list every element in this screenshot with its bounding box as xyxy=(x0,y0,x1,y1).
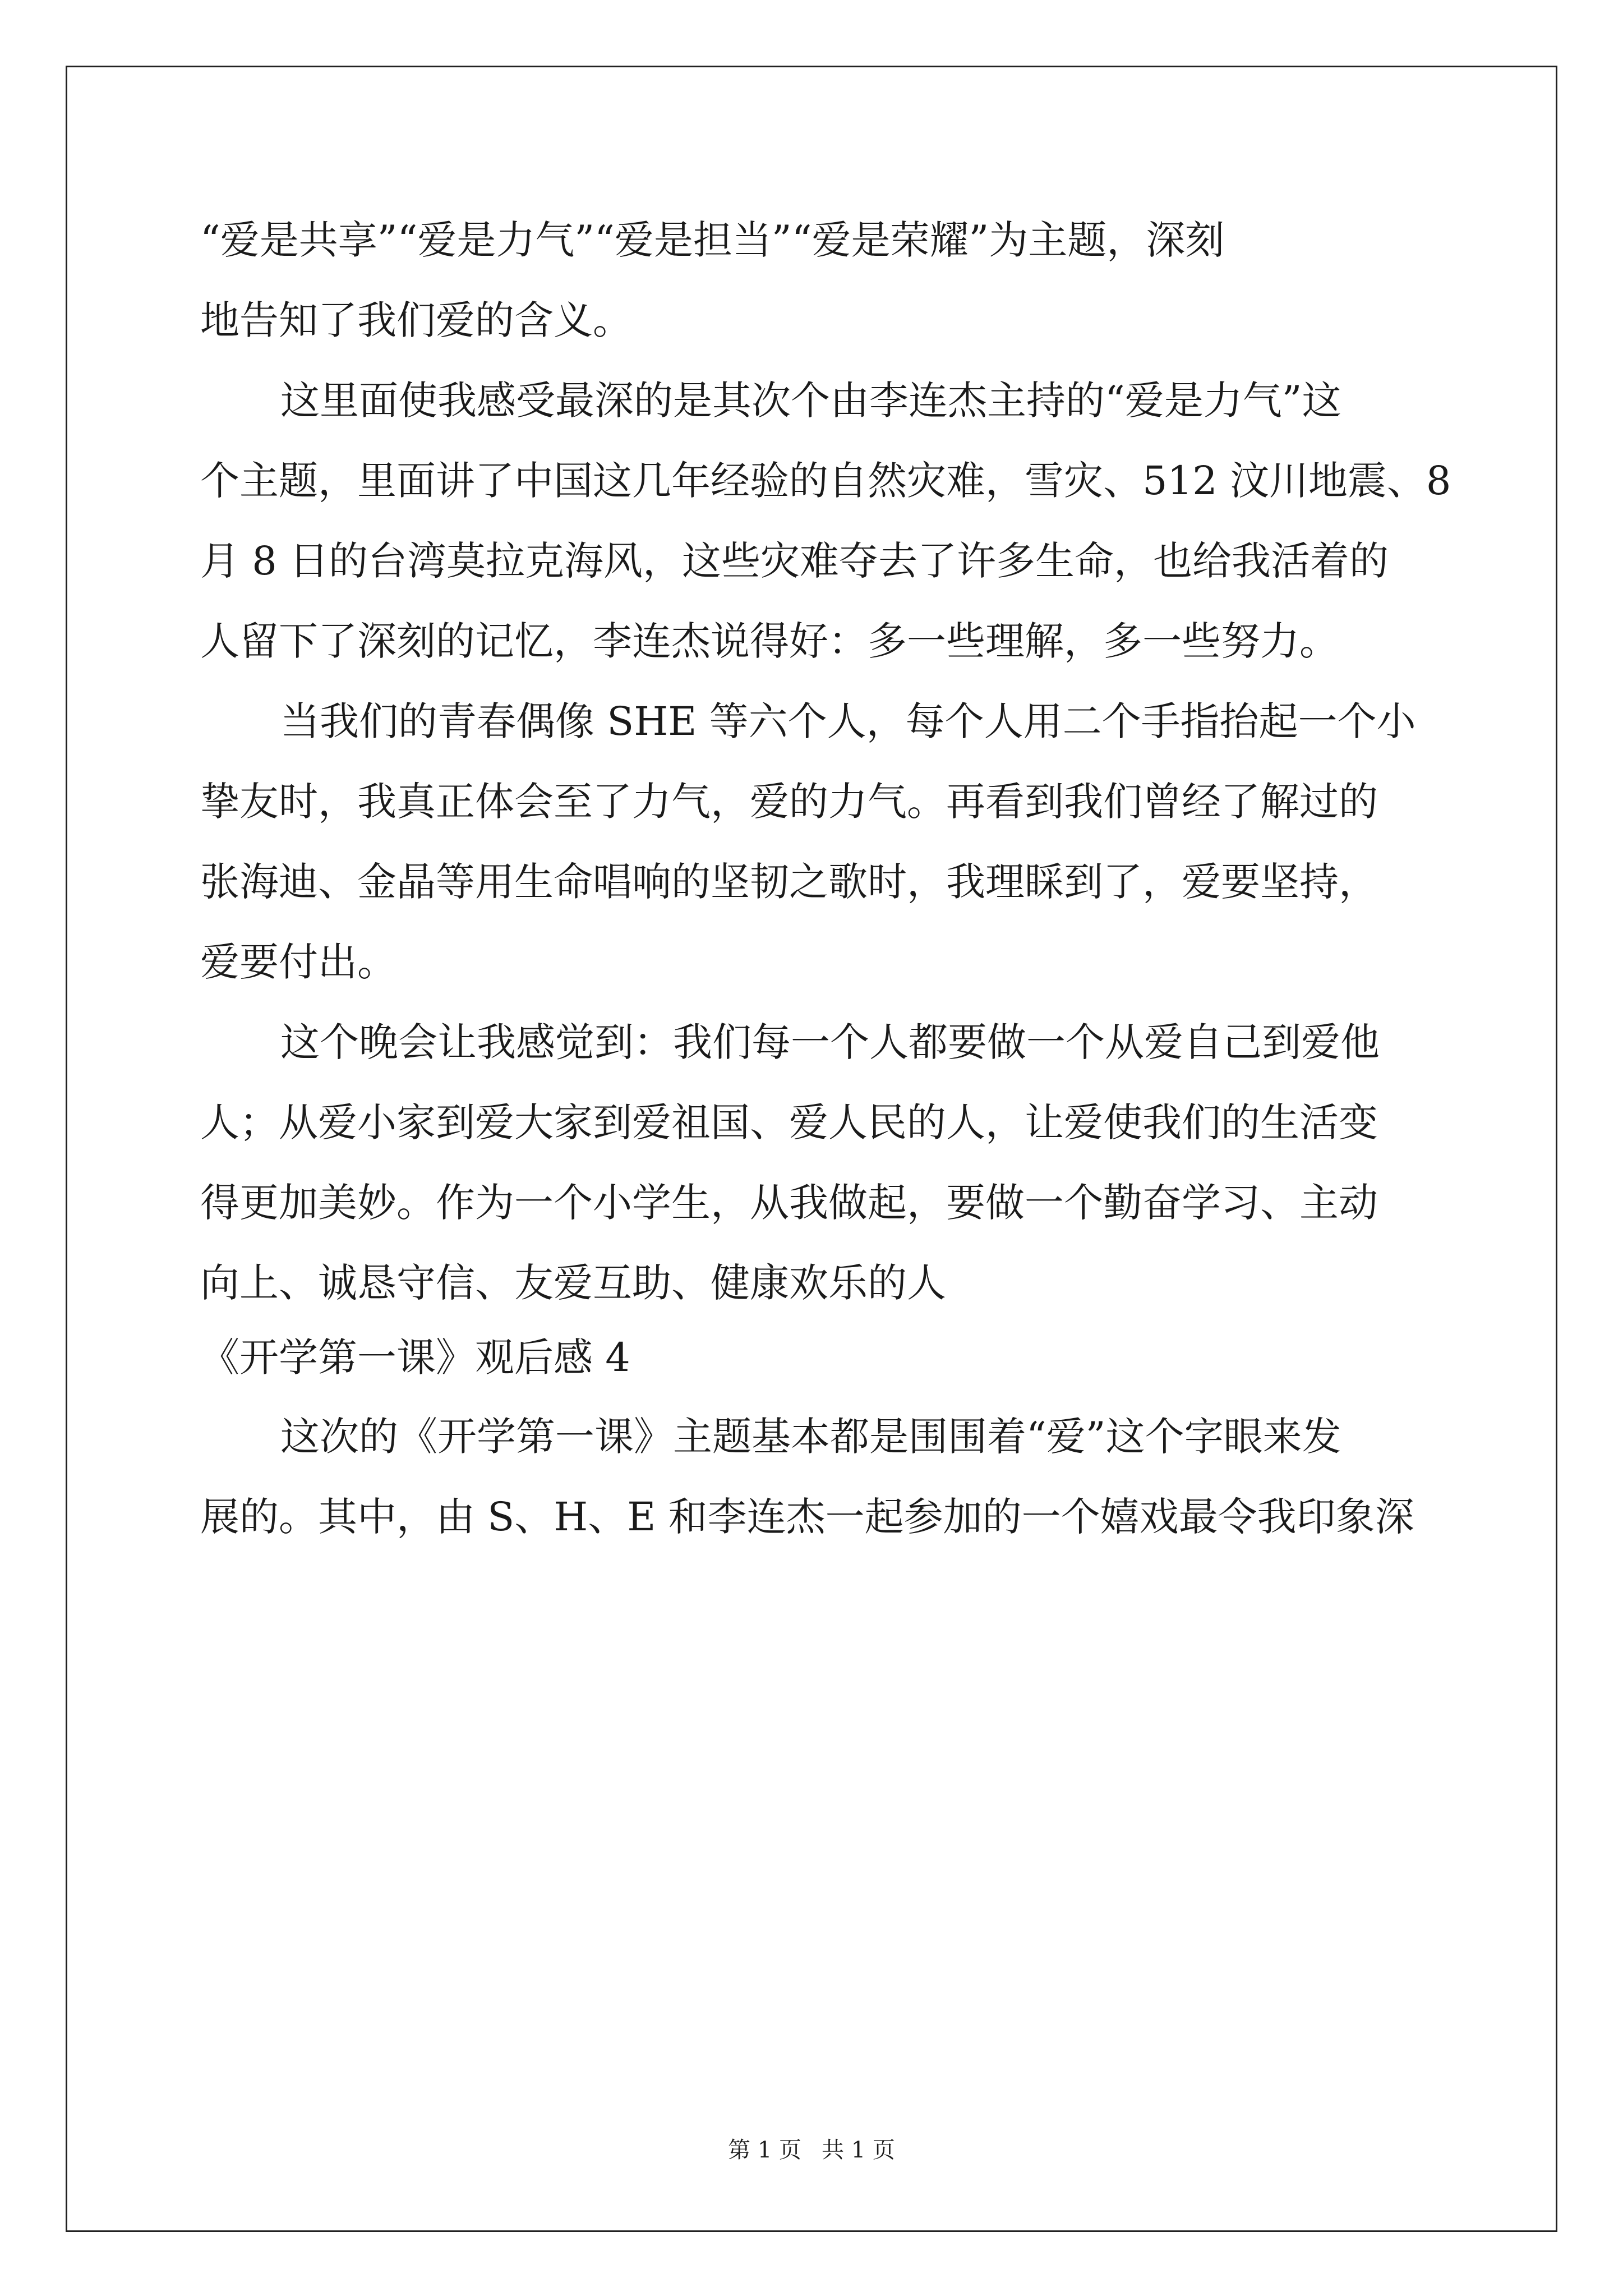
text-line: 展的。其中，由 S、H、E 和李连杰一起参加的一个嬉戏最令我印象深 xyxy=(200,1494,1414,1540)
text-line: 向上、诚恳守信、友爱互助、健康欢乐的人 xyxy=(200,1260,946,1306)
text-line: 得更加美妙。作为一个小学生，从我做起，要做一个勤奋学习、主动 xyxy=(200,1180,1378,1226)
text-line: 人；从爱小家到爱大家到爱祖国、爱人民的人，让爱使我们的生活变 xyxy=(200,1099,1378,1145)
text-line: 个主题，里面讲了中国这几年经验的自然灾难，雪灾、512 汶川地震、8 xyxy=(200,458,1451,504)
text-line: “爱是共享”“爱是力气”“爱是担当”“爱是荣耀”为主题，深刻 xyxy=(200,217,1225,263)
section-heading: 《开学第一课》观后感 4 xyxy=(200,1335,630,1381)
paragraph-start-line: 这次的《开学第一课》主题基本都是围围着“爱”这个字眼来发 xyxy=(280,1414,1341,1460)
text-line: 挚友时，我真正体会至了力气，爱的力气。再看到我们曾经了解过的 xyxy=(200,779,1378,825)
paragraph-start-line: 当我们的青春偶像 SHE 等六个人，每个人用二个手指抬起一个小 xyxy=(280,698,1416,744)
page-footer xyxy=(0,2136,1623,2164)
page-number: 第 1 页 xyxy=(728,2137,801,2163)
text-line: 爱要付出。 xyxy=(200,939,396,985)
text-line: 张海迪、金晶等用生命唱响的坚韧之歌时，我理睬到了，爱要坚持， xyxy=(200,859,1378,905)
text-line: 月 8 日的台湾莫拉克海风，这些灾难夺去了许多生命，也给我活着的 xyxy=(200,538,1389,584)
text-line: 人留下了深刻的记忆，李连杰说得好：多一些理解，多一些努力。 xyxy=(200,618,1339,664)
page-total: 共 1 页 xyxy=(822,2137,895,2163)
paragraph-start-line: 这个晚会让我感觉到：我们每一个人都要做一个从爱自己到爱他 xyxy=(280,1019,1380,1065)
text-line: 地告知了我们爱的含义。 xyxy=(200,297,632,343)
paragraph-start-line: 这里面使我感受最深的是其次个由李连杰主持的“爱是力气”这 xyxy=(280,378,1341,424)
